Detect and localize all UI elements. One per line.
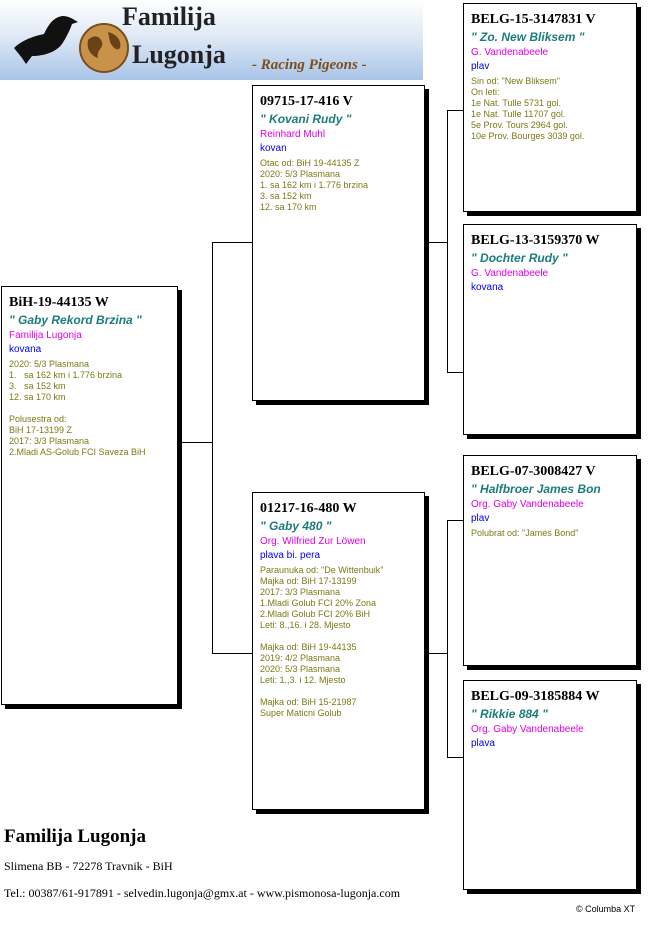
breeder: G. Vandenabeele	[471, 47, 549, 58]
info-line: 3. sa 152 km	[260, 191, 312, 201]
info-line: 12. sa 170 km	[260, 202, 317, 212]
footer-address: Slimena BB - 72278 Travnik - BiH	[4, 859, 173, 873]
pigeon-logo-icon	[12, 8, 82, 66]
info-line: 2020: 5/3 Plasmana	[260, 664, 341, 674]
info-line: Sin od: "New Bliksem"	[471, 76, 560, 86]
info-line: 2019: 4/2 Plasmana	[260, 653, 341, 663]
breeder: Org. Gaby Vandenabeele	[471, 499, 584, 510]
info-line: 1.Mladi Golub FCI 20% Zona	[260, 598, 377, 608]
brand-tagline: - Racing Pigeons -	[252, 57, 367, 73]
info-line: Super Maticni Golub	[260, 708, 342, 718]
pigeon-name: " Rikkie 884 "	[471, 707, 548, 721]
pedigree-card-mf	[463, 455, 637, 666]
ring-number: BELG-07-3008427 V	[471, 464, 596, 479]
pedigree-card-fm	[463, 224, 637, 435]
pigeon-color: plav	[471, 61, 490, 72]
pigeon-color: plava	[471, 738, 495, 749]
achievements	[260, 158, 418, 213]
info-line: 12. sa 170 km	[9, 392, 66, 402]
info-line: Polubrat od: "James Bond"	[471, 528, 579, 538]
pigeon-name: " Dochter Rudy "	[471, 251, 568, 265]
brand-title-line1: Familija	[122, 2, 216, 31]
pigeon-name: " Zo. New Bliksem "	[471, 30, 585, 44]
info-line: 1. sa 162 km i 1.776 brzina	[9, 370, 123, 380]
ring-number: BiH-19-44135 W	[9, 295, 109, 310]
ring-number: BELG-13-3159370 W	[471, 233, 600, 248]
info-line: 2020: 5/3 Plasmana	[260, 169, 341, 179]
breeder: Familija Lugonja	[9, 330, 82, 341]
info-line: 1. sa 162 km i 1.776 brzina	[260, 180, 369, 190]
ring-number: 01217-16-480 W	[260, 501, 357, 516]
pedigree-card-mother	[252, 492, 425, 810]
pedigree-card-father	[252, 85, 425, 401]
info-line: 1e Nat. Tulle 11707 gol.	[471, 109, 566, 119]
pedigree-card-mm	[463, 680, 637, 890]
pigeon-color: kovana	[9, 344, 42, 355]
breeder: Org. Gaby Vandenabeele	[471, 724, 584, 735]
info-line: Majka od: BiH 15-21987	[260, 697, 357, 707]
info-line: Polusestra od:	[9, 414, 67, 424]
info-line: 2020: 5/3 Plasmana	[9, 359, 90, 369]
info-line: On leti:	[471, 87, 500, 97]
footer-title: Familija Lugonja	[4, 826, 146, 847]
info-line: BiH 17-13199 Z	[9, 425, 73, 435]
info-line: 3. sa 152 km	[9, 381, 66, 391]
breeder: G. Vandenabeele	[471, 268, 549, 279]
pedigree-card-ff	[463, 3, 637, 212]
footer-contact: Tel.: 00387/61-917891 - selvedin.lugonja@gmx.at - www.pismonosa-lugonja.com	[4, 886, 401, 900]
info-line: 2.Mladi Golub FCI 20% BiH	[260, 609, 371, 619]
ring-number: BELG-09-3185884 W	[471, 689, 600, 704]
pigeon-color: kovan	[260, 143, 287, 154]
copyright: © Columba XT	[576, 904, 636, 914]
info-line: Leti: 8.,16. i 28. Mjesto	[260, 620, 351, 630]
achievements	[471, 528, 630, 539]
ring-number: BELG-15-3147831 V	[471, 12, 596, 27]
info-line: 2017: 3/3 Plasmana	[260, 587, 341, 597]
pigeon-color: plava bi. pera	[260, 550, 321, 561]
info-line: Leti: 1.,3. i 12. Mjesto	[260, 675, 346, 685]
info-line: 5e Prov. Tours 2964 gol.	[471, 120, 568, 130]
header-banner	[0, 0, 423, 80]
info-line: 2.Mladi AS-Golub FCI Saveza BiH	[9, 447, 146, 457]
brand-title-line2: Lugonja	[132, 40, 226, 69]
info-line: 2017: 3/3 Plasmana	[9, 436, 90, 446]
pigeon-name: " Kovani Rudy "	[260, 112, 352, 126]
breeder: Org. Wilfried Zur Löwen	[260, 536, 366, 547]
pigeon-name: " Gaby 480 "	[260, 519, 332, 533]
ring-number: 09715-17-416 V	[260, 94, 353, 109]
achievements	[9, 359, 171, 458]
pigeon-color: kovana	[471, 282, 504, 293]
info-line: Majka od: BiH 19-44135	[260, 642, 357, 652]
pedigree-card-subject	[1, 286, 178, 705]
info-line: 1e Nat. Tulle 5731 gol.	[471, 98, 562, 108]
pigeon-name: " Halfbroer James Bon	[471, 482, 601, 496]
breeder: Reinhard Muhl	[260, 129, 326, 140]
info-line: Paraunuka od: "De Wittenbuik"	[260, 565, 384, 575]
pigeon-color: plav	[471, 513, 490, 524]
info-line: 10e Prov. Bourges 3039 gol.	[471, 131, 585, 141]
pigeon-name: " Gaby Rekord Brzina "	[9, 313, 142, 327]
achievements	[260, 565, 418, 719]
achievements	[471, 76, 630, 142]
info-line: Otac od: BiH 19-44135 Z	[260, 158, 360, 168]
info-line: Majka od: BiH 17-13199	[260, 576, 357, 586]
